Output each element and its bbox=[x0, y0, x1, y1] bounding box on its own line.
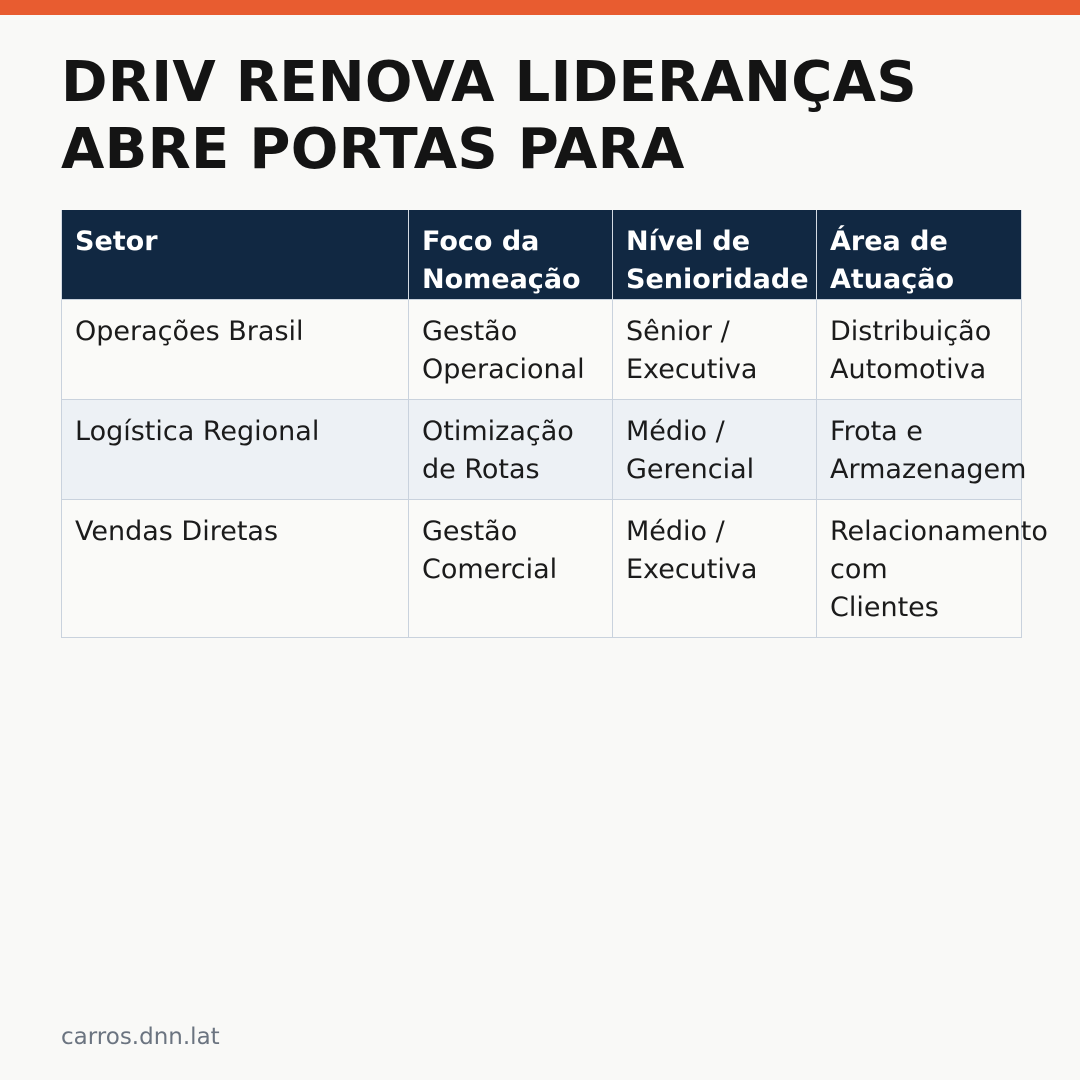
accent-bar bbox=[0, 0, 1080, 15]
table-row bbox=[62, 300, 1022, 400]
cell-foco bbox=[409, 500, 613, 638]
cell-text: Médio / bbox=[626, 416, 725, 447]
table-row bbox=[62, 400, 1022, 500]
header-text: Nível de bbox=[626, 226, 751, 257]
header-text: Foco da bbox=[422, 226, 540, 257]
cell-text: Vendas Diretas bbox=[75, 516, 279, 547]
cell-text: Sênior / bbox=[626, 316, 730, 347]
cell-text: Executiva bbox=[626, 354, 758, 385]
header-area-de-atuacao bbox=[817, 210, 1022, 300]
cell-text: Frota e bbox=[830, 416, 923, 447]
headline-line-2: ABRE PORTAS PARA bbox=[61, 117, 685, 182]
table-header-row bbox=[62, 210, 1022, 300]
cell-foco bbox=[409, 400, 613, 500]
cell-text: Logística Regional bbox=[75, 416, 320, 447]
cell-text: Médio / bbox=[626, 516, 725, 547]
cell-text: Operacional bbox=[422, 354, 585, 385]
cell-text: Comercial bbox=[422, 554, 558, 585]
cell-text: com bbox=[830, 554, 888, 585]
table-row bbox=[62, 500, 1022, 638]
header-text: Senioridade bbox=[626, 264, 809, 295]
cell-text: Operações Brasil bbox=[75, 316, 304, 347]
cell-nivel bbox=[613, 400, 817, 500]
cell-text: Relacionamento bbox=[830, 516, 1048, 547]
cell-text: Gestão bbox=[422, 516, 518, 547]
cell-text: Clientes bbox=[830, 592, 939, 623]
cell-nivel bbox=[613, 300, 817, 400]
data-table bbox=[61, 210, 1048, 638]
source-footer: carros.dnn.lat bbox=[61, 1024, 220, 1050]
header-setor bbox=[62, 210, 409, 300]
cell-text: Armazenagem bbox=[830, 454, 1027, 485]
headline bbox=[61, 49, 1021, 183]
headline-line-1: DRIV RENOVA LIDERANÇAS bbox=[61, 50, 917, 115]
header-foco-da-nomeacao bbox=[409, 210, 613, 300]
cell-area bbox=[817, 400, 1027, 500]
header-text: Área de bbox=[830, 226, 948, 257]
cell-area bbox=[817, 300, 1022, 400]
cell-text: Gestão bbox=[422, 316, 518, 347]
cell-text: Gerencial bbox=[626, 454, 755, 485]
cell-area bbox=[817, 500, 1048, 638]
cell-text: Otimização bbox=[422, 416, 574, 447]
header-text: Setor bbox=[75, 226, 158, 257]
cell-foco bbox=[409, 300, 613, 400]
header-nivel-de-senioridade bbox=[613, 210, 817, 300]
cell-nivel bbox=[613, 500, 817, 638]
cell-text: Automotiva bbox=[830, 354, 987, 385]
cell-setor bbox=[62, 400, 409, 500]
cell-text: Executiva bbox=[626, 554, 758, 585]
cell-text: Distribuição bbox=[830, 316, 992, 347]
cell-text: de Rotas bbox=[422, 454, 540, 485]
cell-setor bbox=[62, 500, 409, 638]
header-text: Atuação bbox=[830, 264, 955, 295]
header-text: Nomeação bbox=[422, 264, 581, 295]
cell-setor bbox=[62, 300, 409, 400]
